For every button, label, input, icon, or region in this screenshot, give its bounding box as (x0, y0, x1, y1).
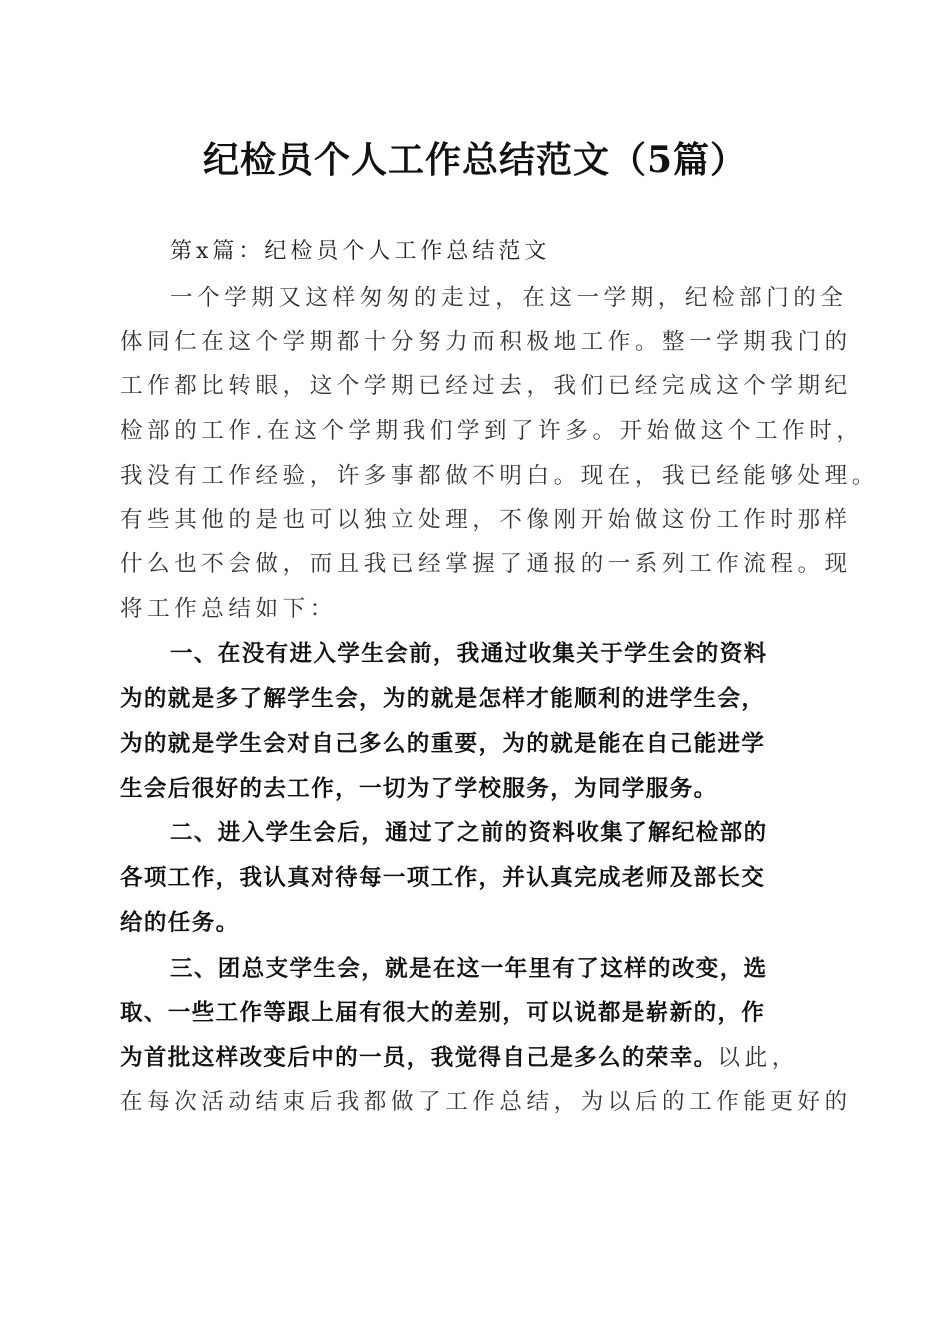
paragraph-line: 二、进入学生会后，通过了之前的资料收集了解纪检部的 (170, 820, 768, 846)
paragraph-line: 三、团总支学生会，就是在这一年里有了这样的改变，选 (170, 956, 768, 982)
document-title: 纪检员个人工作总结范文（5篇） (202, 139, 748, 181)
paragraph-line: 为的就是多了解学生会，为的就是怎样才能顺利的进学生会， (120, 686, 766, 712)
paragraph-line: 各项工作，我认真对待每一项工作，并认真完成老师及部长交 (120, 865, 766, 891)
paragraph-line: 给的任务。 (120, 910, 240, 936)
paragraph-line: 为的就是学生会对自己多么的重要，为的就是能在自己能进学 (120, 731, 766, 757)
paragraph-line: 在每次活动结束后我都做了工作总结，为以后的工作能更好的 (120, 1089, 852, 1115)
paragraph-line: 我没有工作经验，许多事都做不明白。现在，我已经能够处理。 (120, 463, 879, 489)
paragraph-line: 生会后很好的去工作，一切为了学校服务，为同学服务。 (120, 776, 718, 802)
paragraph-line: 工作都比转眼，这个学期已经过去，我们已经完成这个学期纪 (120, 373, 852, 399)
paragraph-line: 取、一些工作等跟上届有很大的差别，可以说都是崭新的，作 (120, 1000, 766, 1026)
paragraph-line: 检部的工作.在这个学期我们学到了许多。开始做这个工作时， (120, 418, 864, 444)
paragraph-line-light-part: 以此， (717, 1045, 799, 1071)
paragraph-line: 什么也不会做，而且我已经掌握了通报的一系列工作流程。现 (120, 551, 852, 577)
paragraph-line: 一个学期又这样匆匆的走过，在这一学期，纪检部门的全 (170, 285, 848, 311)
paragraph-line (120, 1042, 799, 1074)
paragraph-line: 有些其他的是也可以独立处理，不像刚开始做这份工作时那样 (120, 507, 852, 533)
section-subtitle: 第x篇：纪检员个人工作总结范文 (170, 239, 551, 264)
paragraph-line: 一、在没有进入学生会前，我通过收集关于学生会的资料 (170, 641, 768, 667)
paragraph-line: 将工作总结如下： (120, 596, 337, 622)
paragraph-line-bold-part: 为首批这样改变后中的一员，我觉得自己是多么的荣幸。 (120, 1045, 718, 1071)
paragraph-line: 体同仁在这个学期都十分努力而积极地工作。整一学期我门的 (120, 329, 852, 355)
